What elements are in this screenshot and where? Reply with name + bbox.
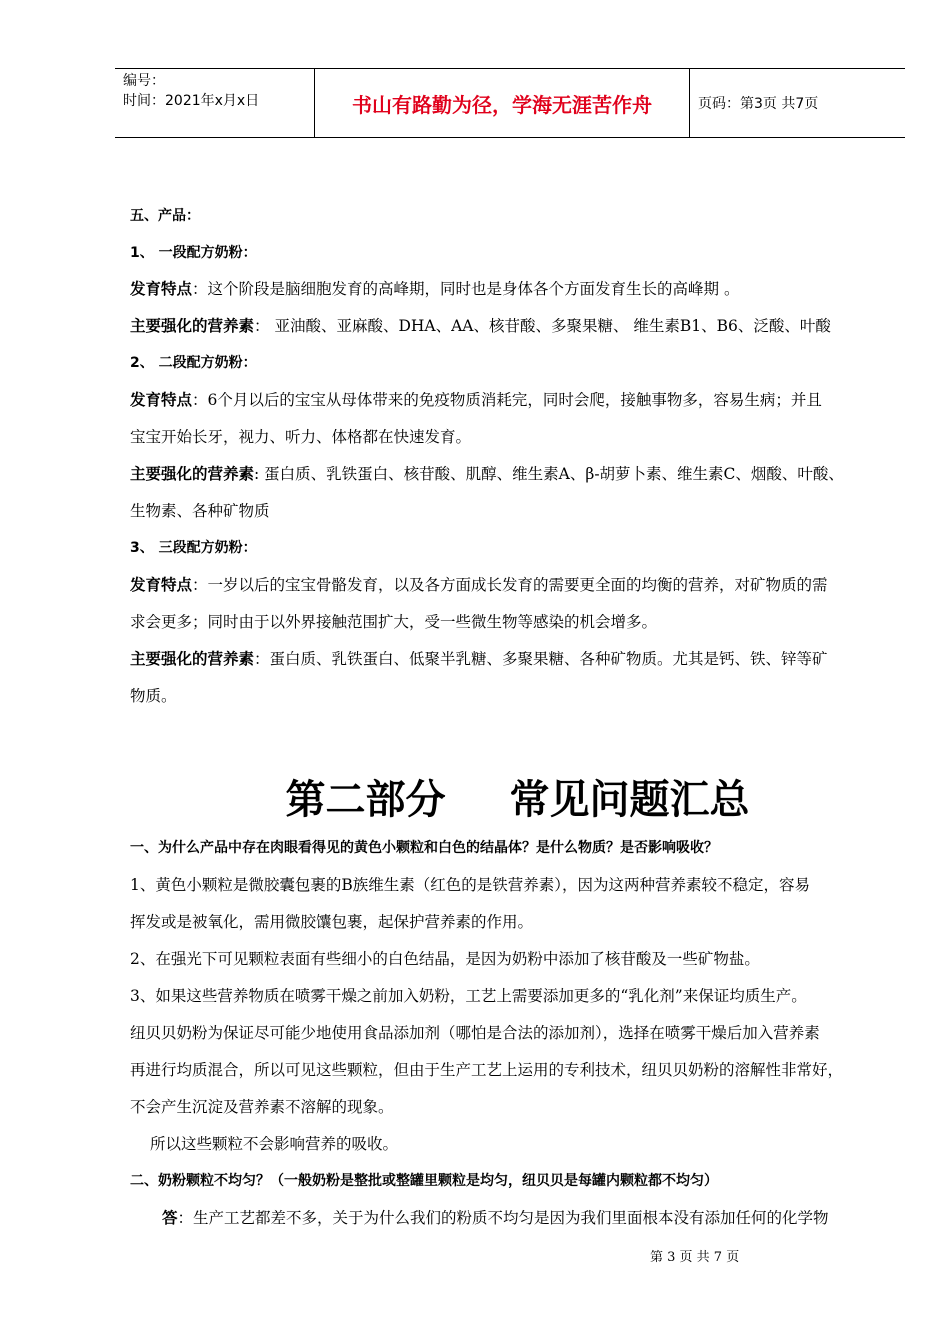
stage2-dev: 发育特点：6个月以后的宝宝从母体带来的免疫物质消耗完，同时会爬，接触事物多，容易生病；并且 [130, 391, 822, 409]
part-title: 第二部分 常见问题汇总 [285, 776, 750, 823]
faq-answer-1-4: 所以这些颗粒不会影响营养的吸收。 [150, 1135, 399, 1153]
stage2-heading: 2、 二段配方奶粉： [130, 355, 257, 371]
stage3-heading: 3、 三段配方奶粉： [130, 540, 257, 556]
doc-number: 编号： [123, 73, 165, 89]
stage2-dev-cont: 宝宝开始长牙，视力、听力、体格都在快速发育。 [130, 428, 472, 446]
stage1-heading: 1、 一段配方奶粉： [130, 245, 257, 261]
faq-answer-1-3: 3、如果这些营养物质在喷雾干燥之前加入奶粉，工艺上需要添加更多的“乳化剂”来保证均质生产。 [130, 987, 807, 1005]
header-page-info: 页码：第3页 共7页 [698, 96, 819, 112]
faq-answer-1-1: 1、黄色小颗粒是微胶囊包裹的B族维生素（红色的是铁营养素），因为这两种营养素较不稳定，容易 [130, 876, 811, 894]
faq-answer-1-1-cont: 挥发或是被氧化，需用微胶馕包裹，起保护营养素的作用。 [130, 913, 534, 931]
faq-answer-2: 答：生产工艺都差不多，关于为什么我们的粉质不均匀是因为我们里面根本没有添加任何的化学物 [162, 1209, 829, 1227]
faq-answer-1-3-cont2: 再进行均质混合，所以可见这些颗粒，但由于生产工艺上运用的专利技术，纽贝贝奶粉的溶解性非常好， [130, 1061, 844, 1079]
faq-answer-1-3-cont3: 不会产生沉淀及营养素不溶解的现象。 [130, 1098, 394, 1116]
section-faq [130, 770, 905, 1237]
stage1-nutrients: 主要强化的营养素： 亚油酸、亚麻酸、DHA、AA、核苷酸、多聚果糖、 维生素B1、B6、泛酸、叶酸 [130, 317, 831, 335]
section-heading: 五、产品： [130, 208, 200, 224]
page-footer: 第 3 页 共 7 页 [650, 1250, 740, 1265]
stage2-nutrients-cont: 生物素、各种矿物质 [130, 502, 270, 520]
doc-time: 时间：2021年x月x日 [123, 93, 260, 109]
stage3-nutrients-cont: 物质。 [130, 687, 177, 705]
header-meta [115, 69, 315, 137]
stage1-dev: 发育特点：这个阶段是脑细胞发育的高峰期，同时也是身体各个方面发育生长的高峰期 。 [130, 280, 740, 298]
faq-answer-1-3-cont1: 纽贝贝奶粉为保证尽可能少地使用食品添加剂（哪怕是合法的添加剂），选择在喷雾干燥后加入营养素 [130, 1024, 820, 1042]
stage2-nutrients: 主要强化的营养素: 蛋白质、乳铁蛋白、核苷酸、肌醇、维生素A、β-胡萝卜素、维生素C、烟酸、叶酸、 [130, 465, 844, 483]
stage3-dev-cont: 求会更多；同时由于以外界接触范围扩大，受一些微生物等感染的机会增多。 [130, 613, 658, 631]
faq-question-1: 一、为什么产品中存在肉眼看得见的黄色小颗粒和白色的结晶体？是什么物质？是否影响吸收？ [130, 840, 718, 856]
stage3-dev: 发育特点：一岁以后的宝宝骨骼发育，以及各方面成长发育的需要更全面的均衡的营养，对矿物质的需 [130, 576, 828, 594]
page-header [115, 68, 905, 138]
section-products [130, 198, 905, 715]
faq-question-2: 二、奶粉颗粒不均匀？（一般奶粉是整批或整罐里颗粒是均匀，纽贝贝是每罐内颗粒都不均匀） [130, 1173, 718, 1189]
header-motto: 书山有路勤为径，学海无涯苦作舟 [315, 69, 690, 137]
stage3-nutrients: 主要强化的营养素：蛋白质、乳铁蛋白、低聚半乳糖、多聚果糖、各种矿物质。尤其是钙、铁、锌等矿 [130, 650, 828, 668]
faq-answer-1-2: 2、在强光下可见颗粒表面有些细小的白色结晶，是因为奶粉中添加了核苷酸及一些矿物盐。 [130, 950, 760, 968]
